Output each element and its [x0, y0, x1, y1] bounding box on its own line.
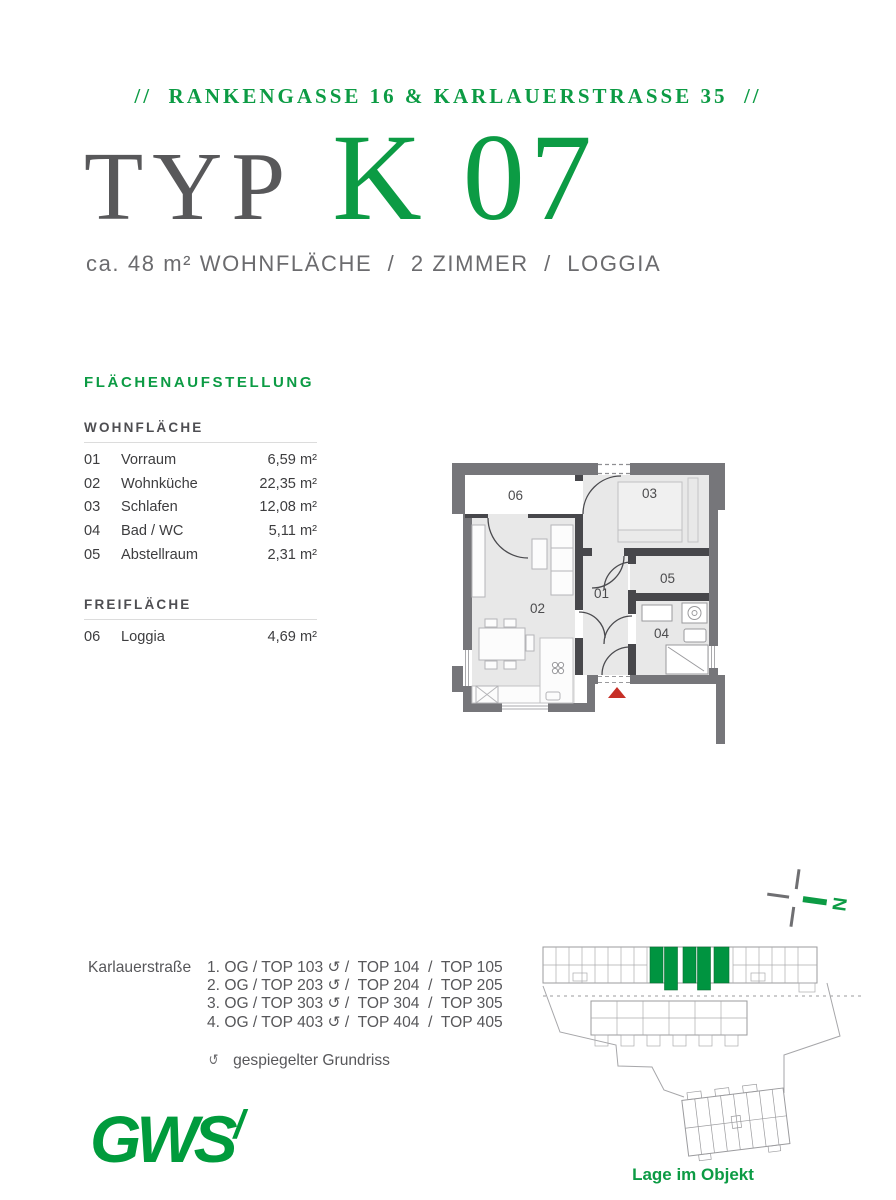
row-value: 5,11 m² [268, 522, 317, 539]
table-row [84, 543, 317, 567]
floor-line-4: 4. OG / TOP 403 ↺ / TOP 404 / TOP 405 [207, 1013, 503, 1031]
floor-plan-drawing [452, 452, 744, 744]
row-value: 12,08 m² [259, 499, 317, 516]
section-freiflaeche-label: FREIFLÄCHE [84, 597, 192, 613]
row-name: Bad / WC [121, 522, 184, 539]
room-label-01: 01 [594, 586, 610, 601]
row-value: 6,59 m² [267, 451, 317, 468]
row-name: Abstellraum [121, 546, 199, 563]
area-table [84, 374, 317, 649]
address-header: // RANKENGASSE 16 & KARLAUERSTRASSE 35 // [134, 84, 762, 108]
site-plan-drawing [533, 933, 893, 1188]
row-value: 22,35 m² [259, 475, 317, 492]
site-plan [533, 933, 893, 1193]
room-label-04: 04 [654, 626, 670, 641]
divider [84, 442, 317, 443]
gws-logo-slash-icon: / [233, 1103, 245, 1147]
room-label-05: 05 [660, 571, 676, 586]
row-value: 4,69 m² [267, 629, 317, 646]
row-value: 2,31 m² [267, 546, 317, 563]
row-name: Loggia [121, 629, 165, 646]
floor-plan [452, 452, 744, 749]
table-row [84, 472, 317, 496]
room-label-02: 02 [530, 601, 546, 616]
site-plan-caption: Lage im Objekt [632, 1165, 754, 1184]
gws-logo-text: GWS [90, 1102, 233, 1176]
row-number: 01 [84, 451, 101, 468]
room-label-03: 03 [642, 486, 658, 501]
gws-logo [90, 1102, 245, 1176]
floor-line-2: 2. OG / TOP 203 ↺ / TOP 204 / TOP 205 [207, 977, 503, 995]
type-title [84, 109, 597, 246]
mirrored-plan-icon: ↺ [208, 1052, 219, 1069]
area-table-heading: FLÄCHENAUFSTELLUNG [84, 374, 315, 391]
type-subtitle: ca. 48 m² WOHNFLÄCHE / 2 ZIMMER / LOGGIA [86, 251, 662, 276]
table-row [84, 519, 317, 543]
floor-line-3: 3. OG / TOP 303 ↺ / TOP 304 / TOP 305 [207, 995, 503, 1013]
north-arrow [753, 863, 863, 943]
table-row [84, 495, 317, 519]
north-arrow-icon [753, 863, 863, 938]
row-number: 05 [84, 546, 101, 563]
mirror-legend [207, 1051, 390, 1070]
floor-line-1: 1. OG / TOP 103 ↺ / TOP 104 / TOP 105 [207, 959, 503, 976]
row-name: Vorraum [121, 451, 177, 468]
highlighted-units [650, 947, 729, 990]
section-wohnflaeche-label: WOHNFLÄCHE [84, 420, 204, 435]
row-number: 04 [84, 522, 101, 539]
row-name: Wohnküche [121, 475, 198, 492]
row-number: 03 [84, 499, 101, 516]
row-number: 02 [84, 475, 101, 492]
divider [84, 619, 317, 620]
north-label: N [827, 895, 850, 913]
type-code: K 07 [332, 109, 597, 246]
row-name: Schlafen [121, 499, 178, 516]
type-prefix: TYP [84, 133, 295, 240]
table-row [84, 448, 317, 472]
floor-top-list [207, 959, 503, 1032]
table-row [84, 625, 317, 649]
entrance-marker-icon [608, 687, 626, 698]
mirror-legend-text: gespiegelter Grundriss [233, 1052, 390, 1069]
street-label: Karlauerstraße [88, 959, 192, 976]
room-label-06: 06 [508, 488, 524, 503]
row-number: 06 [84, 629, 101, 646]
